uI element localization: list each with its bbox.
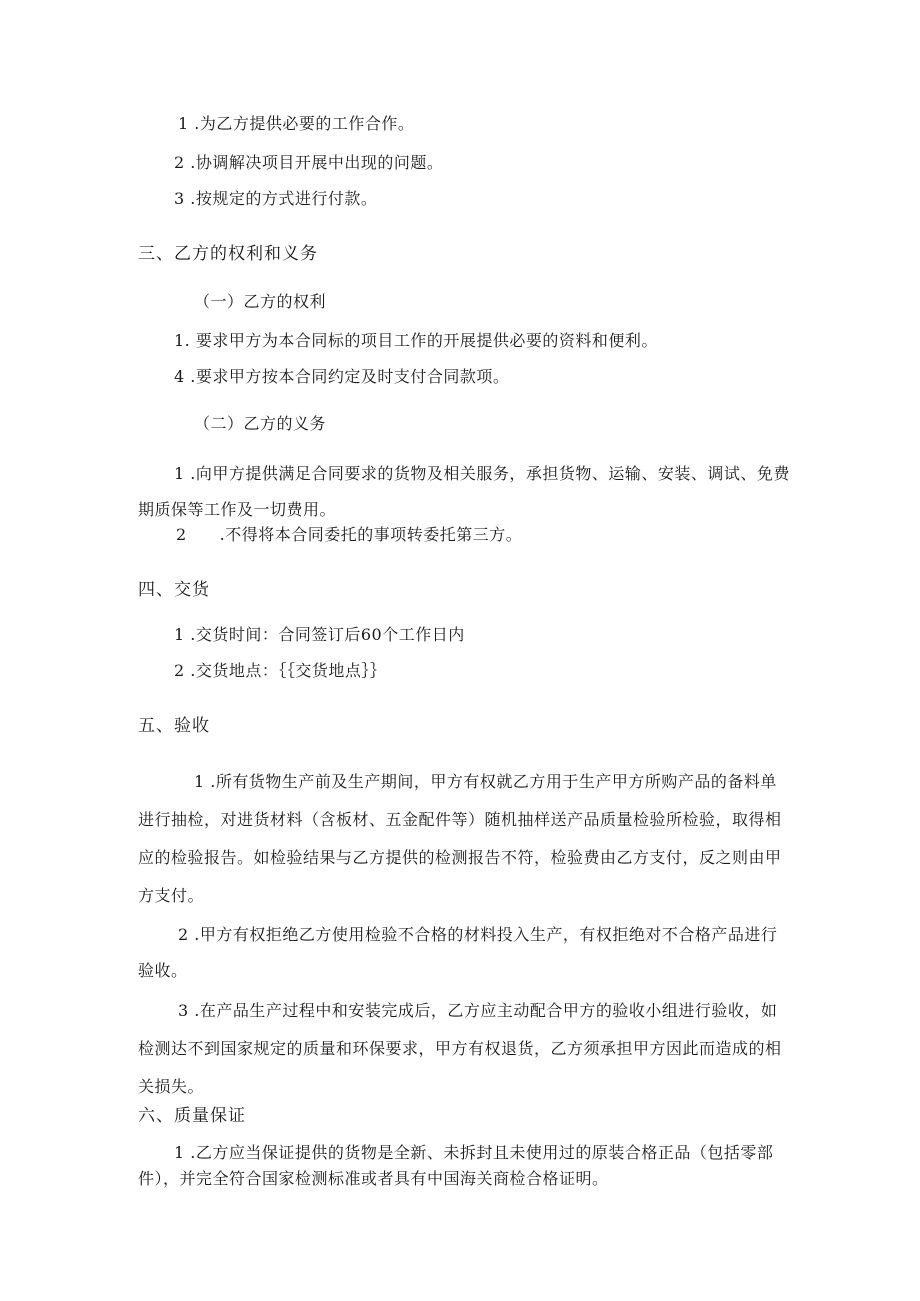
acceptance-item-2: 2 .甲方有权拒绝乙方使用检验不合格的材料投入生产，有权拒绝对不合格产品进行验收。	[138, 925, 778, 980]
section-6-heading: 六、质量保证	[138, 1106, 246, 1126]
section-4-heading: 四、交货	[138, 580, 210, 600]
party-b-duties-heading: （二）乙方的义务	[194, 414, 327, 433]
party-a-duty-item-3: 3 .按规定的方式进行付款。	[174, 189, 378, 208]
quality-item-1: 1 .乙方应当保证提供的货物是全新、未拆封且未使用过的原装合格正品（包括零部件），并完全符合国家检测标准或者具有中国海关商检合格证明。	[138, 1143, 774, 1188]
party-b-rights-heading: （一）乙方的权利	[194, 292, 327, 311]
party-b-duty-item-2: 2 .不得将本合同委托的事项转委托第三方。	[176, 525, 523, 544]
party-b-rights-item-2: 4 .要求甲方按本合同约定及时支付合同款项。	[174, 367, 510, 386]
party-a-duty-item-2: 2 .协调解决项目开展中出现的问题。	[174, 153, 444, 172]
delivery-location: 2 .交货地点：｛｛交货地点｝｝	[174, 661, 387, 680]
party-b-rights-item-1: 1. 要求甲方为本合同标的项目工作的开展提供必要的资料和便利。	[174, 331, 658, 350]
delivery-time: 1 .交货时间：合同签订后60个工作日内	[174, 625, 465, 644]
section-3-heading: 三、乙方的权利和义务	[138, 244, 318, 264]
party-a-duty-item-1: 1 .为乙方提供必要的工作合作。	[178, 114, 415, 133]
acceptance-item-3: 3 .在产品生产过程中和安装完成后，乙方应主动配合甲方的验收小组进行验收，如检测达不到国家规定的质量和环保要求，甲方有权退货，乙方须承担甲方因此而造成的相关损失。	[138, 1001, 782, 1096]
acceptance-item-1: 1 .所有货物生产前及生产期间，甲方有权就乙方用于生产甲方所购产品的备料单进行抽检，对进货材料（含板材、五金配件等）随机抽样送产品质量检验所检验，取得相应的检验报告。如检验结果与乙方提供的检测报告不符，检验费由乙方支付，反之则由甲方支付。	[138, 772, 782, 905]
section-5-heading: 五、验收	[138, 716, 210, 736]
party-b-duty-item-1: 1 .向甲方提供满足合同要求的货物及相关服务，承担货物、运输、安装、调试、免费期质保等工作及一切费用。	[138, 464, 790, 519]
